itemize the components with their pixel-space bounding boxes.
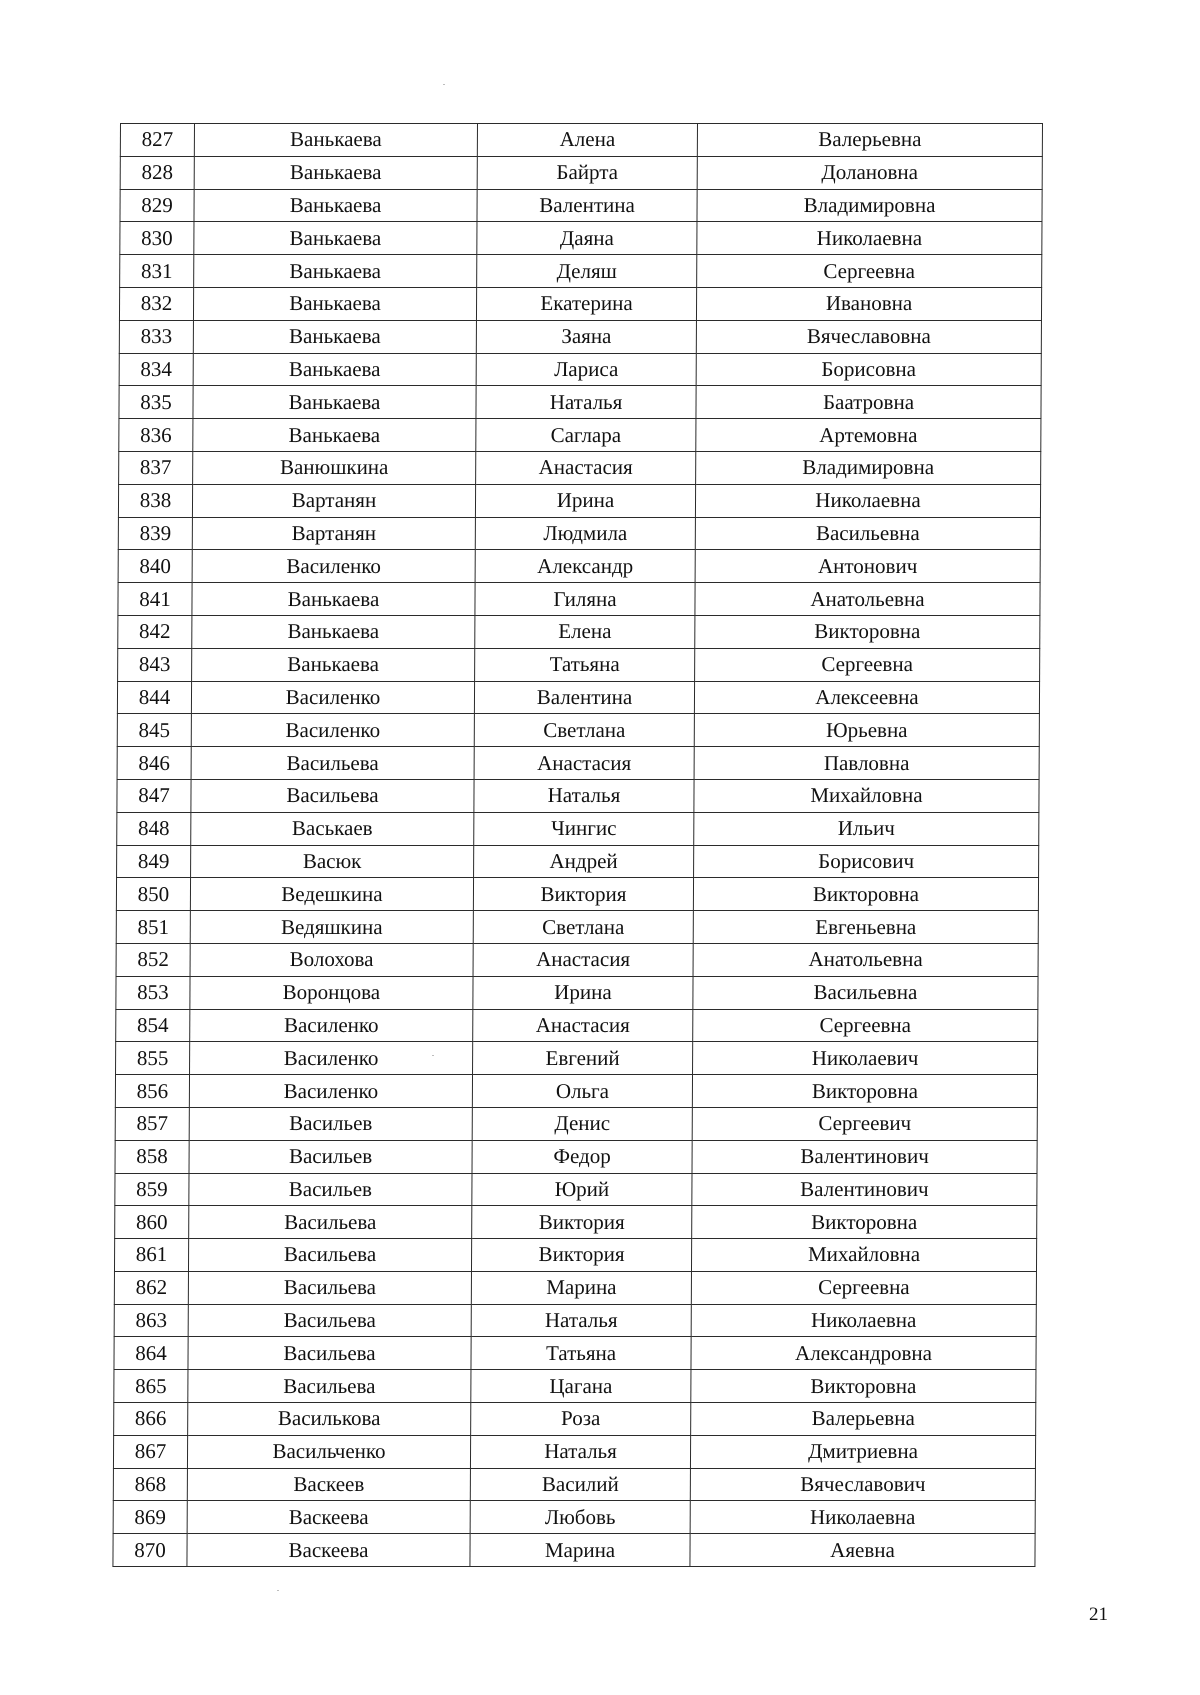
middle-name: Анатольевна [693, 943, 1038, 976]
table-row [114, 1403, 1036, 1436]
table-row [116, 911, 1038, 944]
table-row [113, 1435, 1035, 1468]
first-name: Чингис [474, 812, 694, 845]
first-name: Валентина [474, 681, 694, 714]
first-name: Юрий [472, 1173, 692, 1206]
row-number: 840 [118, 550, 192, 583]
first-name: Виктория [473, 878, 693, 911]
middle-name: Анатольевна [695, 583, 1040, 616]
table-row [114, 1370, 1036, 1403]
table-row [116, 1042, 1038, 1075]
last-name: Василенко [190, 1009, 473, 1042]
last-name: Василенко [190, 1042, 473, 1075]
last-name: Ванькаева [194, 156, 477, 189]
row-number: 860 [115, 1206, 189, 1239]
table-row [114, 1304, 1036, 1337]
first-name: Ольга [472, 1075, 692, 1108]
middle-name: Михайловна [691, 1239, 1036, 1272]
middle-name: Сергеевна [695, 648, 1040, 681]
middle-name: Васильевна [695, 517, 1040, 550]
table-row [113, 1501, 1035, 1534]
last-name: Ведешкина [190, 878, 473, 911]
last-name: Ванькаева [192, 583, 475, 616]
middle-name: Николаевна [695, 484, 1040, 517]
row-number: 849 [117, 845, 191, 878]
first-name: Марина [471, 1271, 691, 1304]
first-name: Екатерина [476, 287, 696, 320]
middle-name: Валентинович [692, 1140, 1037, 1173]
row-number: 848 [117, 812, 191, 845]
table-row [119, 419, 1041, 452]
first-name: Лариса [476, 353, 696, 386]
table-row [119, 386, 1041, 419]
table-row [118, 615, 1040, 648]
row-number: 858 [115, 1140, 189, 1173]
first-name: Виктория [471, 1239, 691, 1272]
middle-name: Викторовна [692, 1075, 1037, 1108]
middle-name: Ивановна [696, 287, 1041, 320]
last-name: Василенко [191, 681, 474, 714]
table-row [120, 189, 1042, 222]
last-name: Васкеева [187, 1501, 470, 1534]
row-number: 838 [118, 484, 192, 517]
last-name: Ванькаева [193, 353, 476, 386]
first-name: Татьяна [475, 648, 695, 681]
row-number: 851 [116, 911, 190, 944]
first-name: Наталья [474, 779, 694, 812]
table-row [117, 779, 1039, 812]
middle-name: Долановна [697, 156, 1042, 189]
middle-name: Вячеславович [690, 1468, 1035, 1501]
first-name: Евгений [473, 1042, 693, 1075]
middle-name: Борисович [694, 845, 1039, 878]
table-row [118, 648, 1040, 681]
scan-speck [443, 84, 445, 85]
table-row [118, 517, 1040, 550]
middle-name: Дмитриевна [690, 1435, 1035, 1468]
last-name: Вартанян [192, 517, 475, 550]
row-number: 841 [118, 583, 192, 616]
first-name: Денис [472, 1107, 692, 1140]
first-name: Василий [470, 1468, 690, 1501]
row-number: 837 [119, 451, 193, 484]
row-number: 835 [119, 386, 193, 419]
last-name: Васильева [188, 1370, 471, 1403]
middle-name: Викторовна [695, 615, 1040, 648]
row-number: 864 [114, 1337, 188, 1370]
middle-name: Михайловна [694, 779, 1039, 812]
middle-name: Валерьевна [697, 124, 1042, 157]
last-name: Васькаев [191, 812, 474, 845]
first-name: Ирина [473, 976, 693, 1009]
row-number: 850 [116, 878, 190, 911]
row-number: 827 [120, 124, 194, 157]
row-number: 846 [117, 747, 191, 780]
table-row [113, 1468, 1035, 1501]
table-row [120, 222, 1042, 255]
last-name: Васильева [188, 1271, 471, 1304]
first-name: Роза [471, 1403, 691, 1436]
first-name: Татьяна [471, 1337, 691, 1370]
table-row [116, 943, 1038, 976]
last-name: Васильев [189, 1107, 472, 1140]
middle-name: Викторовна [691, 1370, 1036, 1403]
table-row [119, 451, 1041, 484]
table-row [118, 583, 1040, 616]
last-name: Васильева [191, 747, 474, 780]
middle-name: Баатровна [696, 386, 1041, 419]
row-number: 855 [116, 1042, 190, 1075]
table-row [120, 255, 1042, 288]
table-row [115, 1107, 1037, 1140]
roster-table [112, 123, 1043, 1567]
last-name: Васильева [188, 1337, 471, 1370]
last-name: Васильев [189, 1173, 472, 1206]
first-name: Анастасия [476, 451, 696, 484]
table-row [115, 1173, 1037, 1206]
row-number: 852 [116, 943, 190, 976]
first-name: Виктория [472, 1206, 692, 1239]
last-name: Ванькаева [193, 386, 476, 419]
scan-speck [277, 1590, 279, 1591]
table-row [119, 287, 1041, 320]
last-name: Ванькаева [193, 320, 476, 353]
row-number: 863 [114, 1304, 188, 1337]
row-number: 843 [118, 648, 192, 681]
table-row [118, 550, 1040, 583]
last-name: Васкеев [187, 1468, 470, 1501]
row-number: 842 [118, 615, 192, 648]
row-number: 834 [119, 353, 193, 386]
middle-name: Юрьевна [694, 714, 1039, 747]
middle-name: Сергеевна [697, 255, 1042, 288]
row-number: 865 [114, 1370, 188, 1403]
row-number: 857 [115, 1107, 189, 1140]
row-number: 830 [120, 222, 194, 255]
first-name: Анастасия [473, 1009, 693, 1042]
first-name: Анастасия [473, 943, 693, 976]
row-number: 870 [113, 1534, 187, 1567]
last-name: Ванькаева [193, 287, 476, 320]
middle-name: Викторовна [693, 878, 1038, 911]
table-row [114, 1239, 1036, 1272]
last-name: Волохова [190, 943, 473, 976]
middle-name: Викторовна [692, 1206, 1037, 1239]
last-name: Васильева [191, 779, 474, 812]
row-number: 829 [120, 189, 194, 222]
last-name: Васильев [189, 1140, 472, 1173]
table-row [119, 320, 1041, 353]
row-number: 854 [116, 1009, 190, 1042]
table-row [115, 1206, 1037, 1239]
middle-name: Николаевич [693, 1042, 1038, 1075]
table-row [113, 1534, 1035, 1567]
middle-name: Николаевна [697, 222, 1042, 255]
table-row [114, 1337, 1036, 1370]
middle-name: Антонович [695, 550, 1040, 583]
middle-name: Александровна [691, 1337, 1036, 1370]
first-name: Светлана [473, 911, 693, 944]
last-name: Васильева [189, 1206, 472, 1239]
roster-table-body [113, 124, 1043, 1567]
table-row [116, 1009, 1038, 1042]
first-name: Елена [475, 615, 695, 648]
middle-name: Николаевна [691, 1304, 1036, 1337]
middle-name: Аяевна [690, 1534, 1035, 1567]
last-name: Васильева [188, 1304, 471, 1337]
first-name: Деляш [477, 255, 697, 288]
first-name: Цагана [471, 1370, 691, 1403]
last-name: Василенко [191, 714, 474, 747]
row-number: 869 [113, 1501, 187, 1534]
first-name: Любовь [470, 1501, 690, 1534]
row-number: 868 [113, 1468, 187, 1501]
last-name: Ванькаева [192, 615, 475, 648]
table-row [117, 714, 1039, 747]
table-row [114, 1271, 1036, 1304]
table-row [117, 681, 1039, 714]
table-row [117, 845, 1039, 878]
row-number: 853 [116, 976, 190, 1009]
middle-name: Артемовна [696, 419, 1041, 452]
first-name: Людмила [475, 517, 695, 550]
first-name: Наталья [471, 1304, 691, 1337]
table-row [120, 156, 1042, 189]
first-name: Ирина [475, 484, 695, 517]
last-name: Васюк [191, 845, 474, 878]
row-number: 867 [113, 1435, 187, 1468]
last-name: Ванькаева [194, 222, 477, 255]
row-number: 856 [115, 1075, 189, 1108]
middle-name: Вячеславовна [696, 320, 1041, 353]
last-name: Ванькаева [194, 255, 477, 288]
row-number: 859 [115, 1173, 189, 1206]
middle-name: Павловна [694, 747, 1039, 780]
table-row [120, 124, 1042, 157]
row-number: 832 [119, 287, 193, 320]
row-number: 844 [117, 681, 191, 714]
row-number: 839 [118, 517, 192, 550]
row-number: 828 [120, 156, 194, 189]
middle-name: Алексеевна [694, 681, 1039, 714]
middle-name: Евгеньевна [693, 911, 1038, 944]
middle-name: Ильич [694, 812, 1039, 845]
first-name: Саглара [476, 419, 696, 452]
middle-name: Владимировна [697, 189, 1042, 222]
table-row [116, 976, 1038, 1009]
row-number: 847 [117, 779, 191, 812]
first-name: Байрта [477, 156, 697, 189]
last-name: Васильченко [187, 1435, 470, 1468]
row-number: 861 [114, 1239, 188, 1272]
first-name: Гиляна [475, 583, 695, 616]
first-name: Светлана [474, 714, 694, 747]
middle-name: Валерьевна [691, 1403, 1036, 1436]
row-number: 866 [114, 1403, 188, 1436]
table-row [115, 1140, 1037, 1173]
middle-name: Борисовна [696, 353, 1041, 386]
first-name: Даяна [477, 222, 697, 255]
table-row [115, 1075, 1037, 1108]
table-row [117, 812, 1039, 845]
last-name: Васкеева [187, 1534, 470, 1567]
row-number: 831 [120, 255, 194, 288]
last-name: Ванькаева [194, 189, 477, 222]
last-name: Ванькаева [192, 648, 475, 681]
row-number: 833 [119, 320, 193, 353]
last-name: Ванькаева [194, 124, 477, 157]
page-number: 21 [1089, 1604, 1108, 1625]
last-name: Ванькаева [193, 419, 476, 452]
first-name: Алена [477, 124, 697, 157]
last-name: Воронцова [190, 976, 473, 1009]
middle-name: Сергеевич [692, 1107, 1037, 1140]
first-name: Федор [472, 1140, 692, 1173]
first-name: Наталья [470, 1435, 690, 1468]
table-row [117, 747, 1039, 780]
row-number: 845 [117, 714, 191, 747]
scan-speck [432, 1055, 434, 1056]
first-name: Наталья [476, 386, 696, 419]
row-number: 836 [119, 419, 193, 452]
first-name: Александр [475, 550, 695, 583]
last-name: Василенко [192, 550, 475, 583]
first-name: Андрей [474, 845, 694, 878]
middle-name: Васильевна [693, 976, 1038, 1009]
last-name: Ведяшкина [190, 911, 473, 944]
middle-name: Сергеевна [691, 1271, 1036, 1304]
middle-name: Сергеевна [693, 1009, 1038, 1042]
table-row [116, 878, 1038, 911]
last-name: Ванюшкина [193, 451, 476, 484]
first-name: Заяна [476, 320, 696, 353]
middle-name: Валентинович [692, 1173, 1037, 1206]
last-name: Василькова [188, 1403, 471, 1436]
last-name: Васильева [188, 1239, 471, 1272]
middle-name: Владимировна [696, 451, 1041, 484]
last-name: Вартанян [192, 484, 475, 517]
row-number: 862 [114, 1271, 188, 1304]
first-name: Анастасия [474, 747, 694, 780]
first-name: Валентина [477, 189, 697, 222]
last-name: Василенко [189, 1075, 472, 1108]
first-name: Марина [470, 1534, 690, 1567]
middle-name: Николаевна [690, 1501, 1035, 1534]
table-row [119, 353, 1041, 386]
table-row [118, 484, 1040, 517]
